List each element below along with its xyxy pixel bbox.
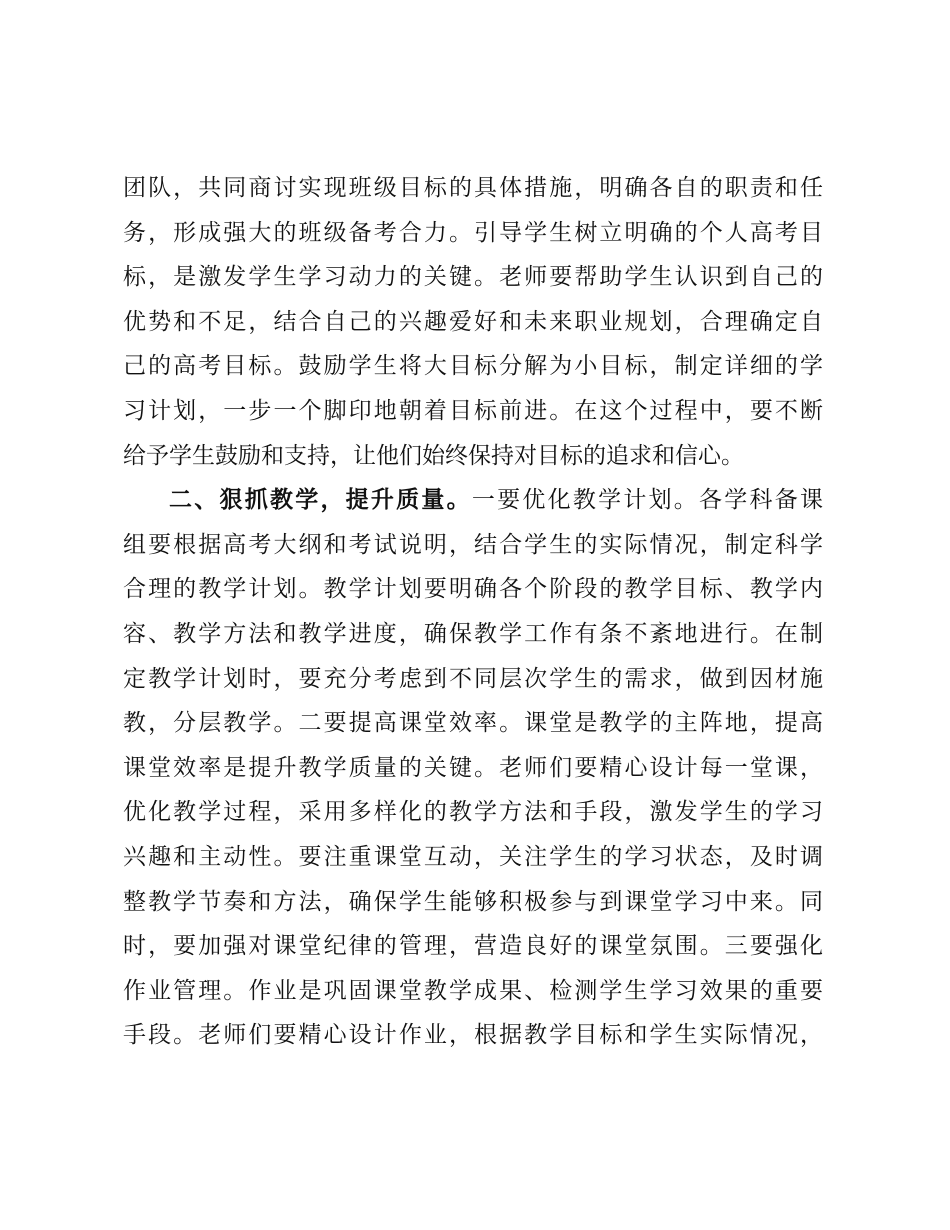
paragraph-line: 时，要加强对课堂纪律的管理，营造良好的课堂氛围。三要强化 bbox=[123, 933, 823, 960]
paragraph-text: 一要优化教学计划。各学科备课 bbox=[471, 487, 824, 514]
paragraph-line: 己的高考目标。鼓励学生将大目标分解为小目标，制定详细的学 bbox=[123, 353, 823, 380]
paragraph-line: 标，是激发学生学习动力的关键。老师要帮助学生认识到自己的 bbox=[123, 264, 823, 291]
section-heading: 二、狠抓教学，提升质量。 bbox=[169, 486, 472, 514]
paragraph-line: 容、教学方法和教学进度，确保教学工作有条不紊地进行。在制 bbox=[123, 620, 823, 647]
paragraph-line: 兴趣和主动性。要注重课堂互动，关注学生的学习状态，及时调 bbox=[123, 843, 823, 870]
paragraph-1 bbox=[123, 166, 823, 478]
paragraph-line: 习计划，一步一个脚印地朝着目标前进。在这个过程中，要不断 bbox=[123, 397, 823, 424]
paragraph-line: 给予学生鼓励和支持，让他们始终保持对目标的追求和信心。 bbox=[123, 442, 744, 469]
paragraph-line: 优势和不足，结合自己的兴趣爱好和未来职业规划，合理确定自 bbox=[123, 308, 823, 335]
paragraph-line: 团队，共同商讨实现班级目标的具体措施，明确各自的职责和任 bbox=[123, 175, 823, 201]
paragraph-first-line bbox=[123, 478, 823, 523]
paragraph-line: 整教学节奏和方法，确保学生能够积极参与到课堂学习中来。同 bbox=[123, 888, 823, 915]
paragraph-line: 作业管理。作业是巩固课堂教学成果、检测学生学习效果的重要 bbox=[123, 977, 823, 1004]
paragraph-line: 合理的教学计划。教学计划要明确各个阶段的教学目标、教学内 bbox=[123, 576, 823, 603]
paragraph-line: 课堂效率是提升教学质量的关键。老师们要精心设计每一堂课， bbox=[123, 754, 823, 781]
paragraph-line: 手段。老师们要精心设计作业，根据教学目标和学生实际情况， bbox=[123, 1022, 823, 1049]
paragraph-line: 务，形成强大的班级备考合力。引导学生树立明确的个人高考目 bbox=[123, 219, 823, 246]
paragraph-2 bbox=[123, 478, 823, 1058]
document-body bbox=[123, 166, 823, 1058]
paragraph-line: 组要根据高考大纲和考试说明，结合学生的实际情况，制定科学 bbox=[123, 531, 823, 558]
paragraph-line: 优化教学过程，采用多样化的教学方法和手段，激发学生的学习 bbox=[123, 799, 823, 826]
paragraph-line: 定教学计划时，要充分考虑到不同层次学生的需求，做到因材施 bbox=[123, 665, 823, 692]
paragraph-line: 教，分层教学。二要提高课堂效率。课堂是教学的主阵地，提高 bbox=[123, 710, 823, 737]
